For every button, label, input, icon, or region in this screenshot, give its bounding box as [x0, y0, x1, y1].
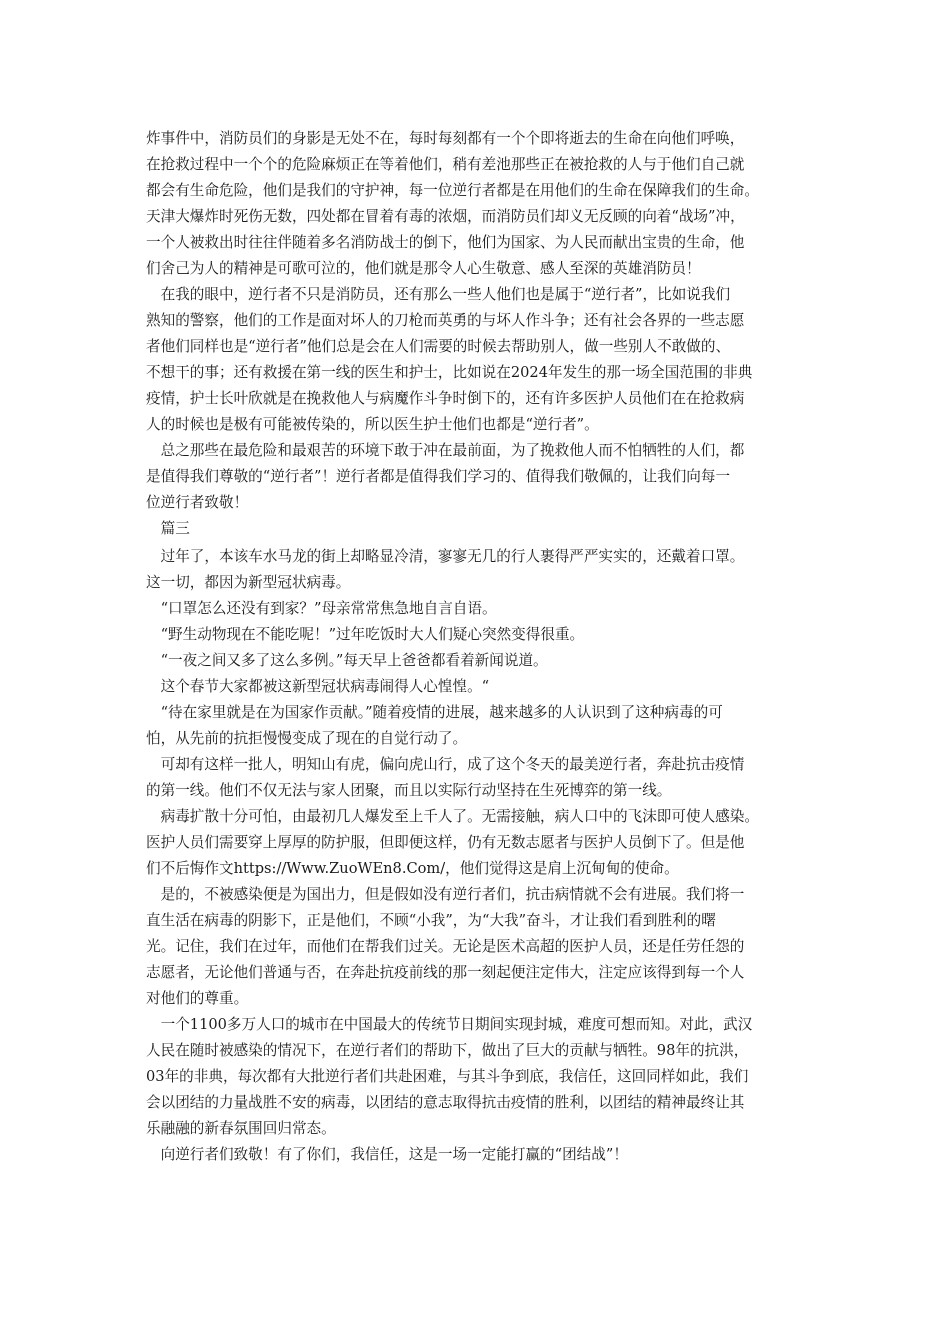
text-line: 在我的眼中，逆行者不只是消防员，还有那么一些人他们也是属于“逆行者”，比如说我们 [146, 286, 731, 303]
text-line: 位逆行者致敬！ [146, 494, 249, 511]
text-line: 疫情，护士长叶欣就是在挽救他人与病魔作斗争时倒下的，还有许多医护人员他们在在抢救病 [146, 390, 745, 407]
text-line: 会以团结的力量战胜不安的病毒，以团结的意志取得抗击疫情的胜利，以团结的精神最终让其 [146, 1094, 745, 1111]
section-heading: 篇三 [146, 520, 190, 537]
text-line: 者他们同样也是“逆行者”他们总是会在人们需要的时候去帮助别人，做一些别人不敢做的、 [146, 338, 731, 355]
text-line: 们不后悔作文https://Www.ZuoWEn8.Com/，他们觉得这是肩上沉甸甸的使命。 [146, 860, 679, 877]
text-line: 在抢救过程中一个个的危险麻烦正在等着他们，稍有差池那些正在被抢救的人与于他们自己就 [146, 156, 745, 173]
text-line: 乐融融的新春氛围回归常态。 [146, 1120, 336, 1137]
text-line: 一个人被救出时往往伴随着多名消防战士的倒下，他们为国家、为人民而献出宝贵的生命，他 [146, 234, 745, 251]
text-line: 医护人员们需要穿上厚厚的防护服，但即便这样，仍有无数志愿者与医护人员倒下了。但是他 [146, 834, 745, 851]
text-line: 过年了，本该车水马龙的街上却略显冷清，寥寥无几的行人裹得严严实实的，还戴着口罩。 [146, 548, 745, 565]
text-line: 病毒扩散十分可怕，由最初几人爆发至上千人了。无需接触，病人口中的飞沫即可使人感染。 [146, 808, 759, 825]
text-line: 都会有生命危险，他们是我们的守护神，每一位逆行者都是在用他们的生命在保障我们的生命。 [146, 182, 759, 199]
text-line: 怕，从先前的抗拒慢慢变成了现在的自觉行动了。 [146, 730, 468, 747]
text-line: 熟知的警察，他们的工作是面对坏人的刀枪而英勇的与坏人作斗争；还有社会各界的一些志愿 [146, 312, 745, 329]
text-line: 的第一线。他们不仅无法与家人团聚，而且以实际行动坚持在生死博弈的第一线。 [146, 782, 672, 799]
text-line: “一夜之间又多了这么多例。”每天早上爸爸都看着新闻说道。 [146, 652, 548, 669]
text-line: 这一切，都因为新型冠状病毒。 [146, 574, 351, 591]
text-line: 志愿者，无论他们普通与否，在奔赴抗疫前线的那一刻起便注定伟大，注定应该得到每一个人 [146, 964, 745, 981]
body-text-part-2 [146, 544, 806, 1168]
text-line: 人的时候也是极有可能被传染的，所以医生护士他们也都是“逆行者”。 [146, 416, 599, 433]
text-line: 天津大爆炸时死伤无数，四处都在冒着有毒的浓烟，而消防员们却义无反顾的向着“战场”冲， [146, 208, 745, 225]
text-line: 人民在随时被感染的情况下，在逆行者们的帮助下，做出了巨大的贡献与牺牲。98年的抗洪， [146, 1042, 749, 1059]
text-line: “待在家里就是在为国家作贡献。”随着疫情的进展，越来越多的人认识到了这种病毒的可 [146, 704, 723, 721]
text-line: 可却有这样一批人，明知山有虎，偏向虎山行，成了这个冬天的最美逆行者，奔赴抗击疫情 [146, 756, 745, 773]
text-line: 们舍己为人的精神是可歌可泣的，他们就是那令人心生敬意、感人至深的英雄消防员！ [146, 260, 701, 277]
body-text-part-1 [146, 126, 806, 542]
text-line: 一个1100多万人口的城市在中国最大的传统节日期间实现封城，难度可想而知。对此，武汉 [146, 1016, 753, 1033]
text-line: 是的，不被感染便是为国出力，但是假如没有逆行者们，抗击病情就不会有进展。我们将一 [146, 886, 745, 903]
text-line: 总之那些在最危险和最艰苦的环境下敢于冲在最前面，为了挽救他人而不怕牺牲的人们，都 [146, 442, 745, 459]
text-line: 直生活在病毒的阴影下，正是他们，不顾“小我”，为“大我”奋斗，才让我们看到胜利的曙 [146, 912, 716, 929]
text-line: 光。记住，我们在过年，而他们在帮我们过关。无论是医术高超的医护人员，还是任劳任怨的 [146, 938, 745, 955]
text-line: “野生动物现在不能吃呢！”过年吃饭时大人们疑心突然变得很重。 [146, 626, 585, 643]
text-line: 不想干的事；还有救援在第一线的医生和护士，比如说在2024年发生的那一场全国范围的非典 [146, 364, 753, 381]
text-line: 03年的非典，每次都有大批逆行者们共赴困难，与其斗争到底，我信任，这回同样如此，我们 [146, 1068, 749, 1085]
text-line: “口罩怎么还没有到家？”母亲常常焦急地自言自语。 [146, 600, 497, 617]
text-line: 这个春节大家都被这新型冠状病毒闹得人心惶惶。“ [146, 678, 490, 695]
text-line: 是值得我们尊敬的“逆行者”！逆行者都是值得我们学习的、值得我们敬佩的，让我们向每一 [146, 468, 731, 485]
text-line: 对他们的尊重。 [146, 990, 249, 1007]
text-line: 向逆行者们致敬！有了你们，我信任，这是一场一定能打赢的“团结战”！ [146, 1146, 628, 1163]
text-line: 炸事件中，消防员们的身影是无处不在，每时每刻都有一个个即将逝去的生命在向他们呼唤， [146, 130, 745, 147]
